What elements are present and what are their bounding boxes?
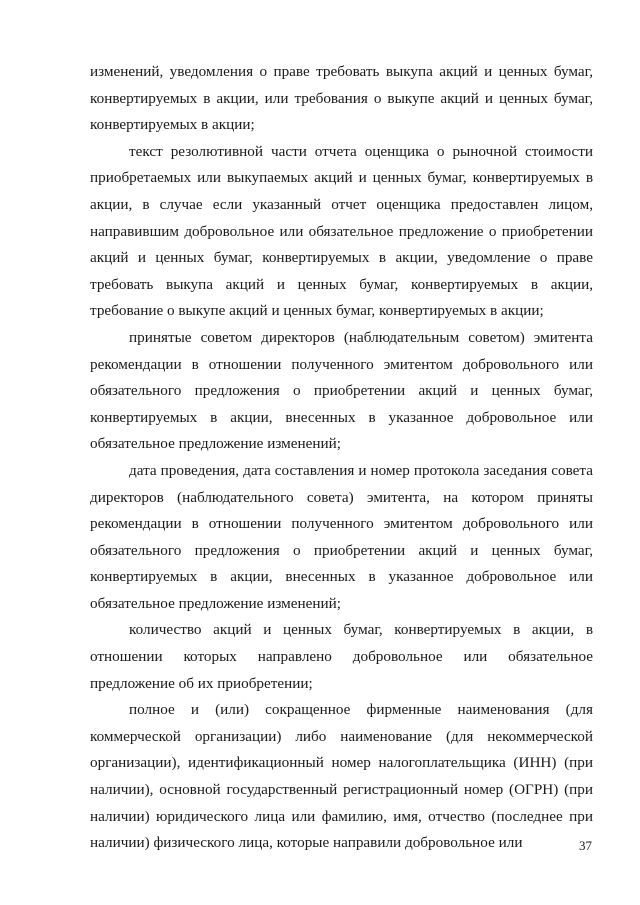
paragraph-continuation: изменений, уведомления о праве требовать выкупа акций и ценных бумаг, конвертируемых в акции, или требования о выкупе акций и ценных бумаг, конвертируемых в акции; [90,63,593,134]
paragraph-board-recommendations: принятые советом директоров (наблюдательным советом) эмитента рекомендации в отношении полученного эмитентом добровольного или обязательного предложения о приобретении акций и ценных бумаг, конвертируемых в акции, внесенных в указанное добровольное или обязательное предложение изменений; [90,328,593,453]
paragraph-appraiser-report: текст резолютивной части отчета оценщика о рыночной стоимости приобретаемых или выкупаемых акций и ценных бумаг, конвертируемых в акции, в случае если указанный отчет оценщика предоставлен лицом, направившим добровольное или обязательное предложение о приобретении акций и ценных бумаг, конвертируемых в акции, уведомление о праве требовать выкупа акций и ценных бумаг, конвертируемых в акции, требование о выкупе акций и ценных бумаг, конвертируемых в акции; [90,142,593,320]
paragraph-meeting-protocol: дата проведения, дата составления и номер протокола заседания совета директоров (наблюдательного совета) эмитента, на котором приняты рекомендации в отношении полученного эмитентом добровольного или обязательного предложения о приобретении акций и ценных бумаг, конвертируемых в акции, внесенных в указанное добровольное или обязательное предложение изменений; [90,461,593,612]
body-text [90,59,593,857]
paragraph-share-quantity: количество акций и ценных бумаг, конвертируемых в акции, в отношении которых направлено добровольное или обязательное предложение об их приобретении; [90,621,593,692]
page-number: 37 [579,838,592,853]
paragraph-offeror-details: полное и (или) сокращенное фирменные наименования (для коммерческой организации) либо наименование (для некоммерческой организации), идентификационный номер налогоплательщика (ИНН) (при наличии), основной государственный регистрационный номер (ОГРН) (при наличии) юридического лица или фамилию, имя, отчество (последнее при наличии) физического лица, которые направили добровольное или [90,701,593,852]
